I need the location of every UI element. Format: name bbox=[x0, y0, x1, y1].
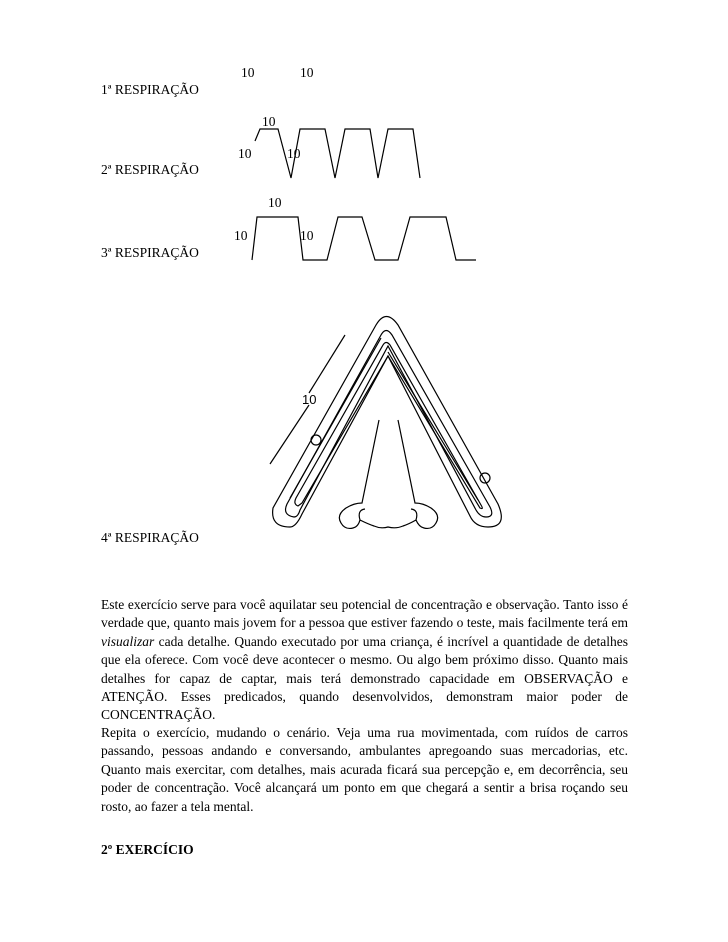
paragraph-repeat: Repita o exercício, mudando o cenário. Veja uma rua movimentada, com ruídos de carros passando, pessoas andando e conversando, ambulantes apregoando suas mercadorias, etc. Quanto mais exercitar, com detalhes, mais acurada ficará sua percepção e, em decorrência, seu poder de concentração. Você alcançará um ponto em que chegará a sentir a brisa roçando seu rosto, ao fazer a tela mental. bbox=[101, 725, 628, 814]
resp3-count-a: 10 bbox=[234, 228, 248, 243]
paragraph-intro-emphasis: visualizar bbox=[101, 633, 155, 649]
resp4-figure-count: 10 bbox=[302, 392, 317, 407]
resp2-count-b: 10 bbox=[287, 146, 301, 161]
respiracao-4-label: 4ª RESPIRAÇÃO bbox=[101, 530, 199, 545]
resp4-figure bbox=[270, 317, 501, 529]
resp2-count-a: 10 bbox=[238, 146, 252, 161]
respiracao-2-label: 2ª RESPIRAÇÃO bbox=[101, 162, 199, 177]
resp1-count-b: 10 bbox=[300, 65, 314, 80]
respiracao-3-label: 3ª RESPIRAÇÃO bbox=[101, 245, 199, 260]
paragraph-intro bbox=[101, 596, 628, 725]
paragraph-intro-part-a: Este exercício serve para você aquilatar seu potencial de concentração e observação. Tanto isso é verdade que, quanto mais jovem for a pessoa que estiver fazendo o teste, mais facilmente terá em bbox=[101, 597, 628, 631]
resp3-wave bbox=[252, 217, 476, 260]
resp2-count-top: 10 bbox=[262, 114, 276, 129]
respiracao-1-label: 1ª RESPIRAÇÃO bbox=[101, 82, 199, 97]
nose-icon bbox=[339, 420, 437, 528]
resp1-count-a: 10 bbox=[241, 65, 255, 80]
resp2-wave bbox=[255, 129, 420, 178]
paragraph-intro-part-b: cada detalhe. Quando executado por uma criança, é incrível a quantidade de detalhes que ela oferece. Com você deve acontecer o mesmo. Ou algo bem próximo disso. Quanto mais detalhes for capaz de captar, mais terá demonstrado capacidade em OBSERVAÇÃO e ATENÇÃO. Esses predicados, quando desenvolvidos, demonstram maior poder de CONCENTRAÇÃO. bbox=[101, 633, 628, 723]
resp3-count-top: 10 bbox=[268, 195, 282, 210]
section-heading: 2º EXERCÍCIO bbox=[101, 842, 194, 857]
resp3-count-b: 10 bbox=[300, 228, 314, 243]
